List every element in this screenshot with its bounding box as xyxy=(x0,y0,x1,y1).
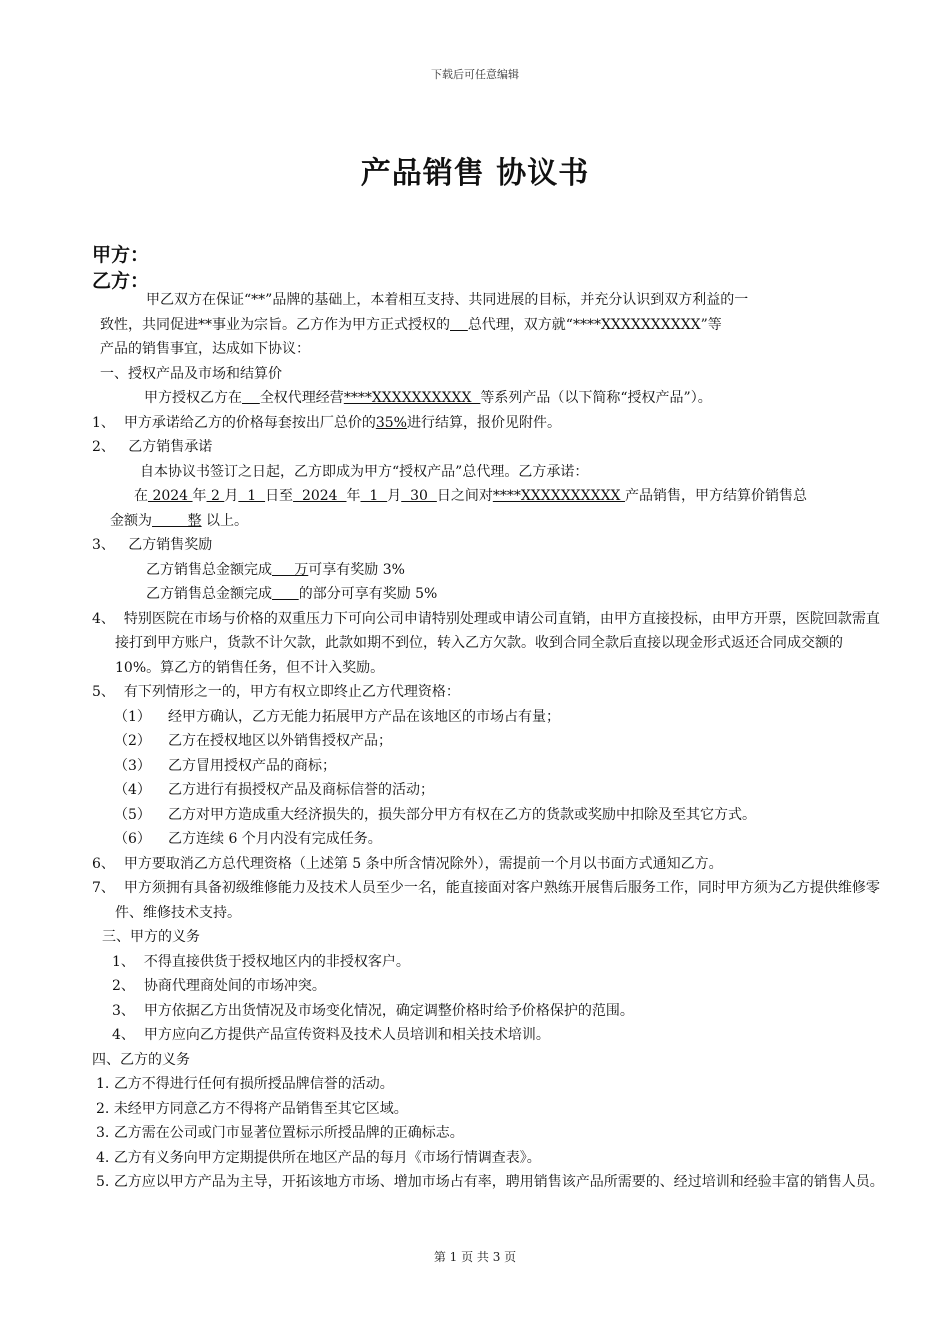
item-2-paragraph-1: 自本协议书签订之日起，乙方即成为甲方“授权产品”总代理。乙方承诺： xyxy=(140,463,589,480)
t: 以上。 xyxy=(201,512,249,529)
duty-b-item xyxy=(92,1170,884,1195)
intro-text-2: 总代理，双方就“****XXXXXXXXXX”等 xyxy=(467,316,722,333)
item-number: 1. xyxy=(96,1076,110,1092)
item-number: 2、 xyxy=(92,439,115,455)
t: 可享有奖励 3% xyxy=(308,561,405,578)
intro-line-2 xyxy=(92,313,884,338)
header-note: 下载后可任意编辑 xyxy=(431,68,519,81)
sub-text: 乙方进行有损授权产品及商标信誉的活动； xyxy=(168,782,434,798)
item-1-text: 甲方承诺给乙方的价格每套按出厂总价的 xyxy=(123,414,376,431)
start-month: 2 xyxy=(206,488,225,504)
item-text: 乙方需在公司或门市显著位置标示所授品牌的正确标志。 xyxy=(113,1125,464,1141)
total-amount: 整 xyxy=(152,512,202,529)
duty-a-item xyxy=(92,1023,884,1048)
item-6 xyxy=(92,852,884,877)
section-1-paragraph xyxy=(92,386,884,411)
item-text: 未经甲方同意乙方不得将产品销售至其它区域。 xyxy=(113,1100,408,1117)
end-month: 1 xyxy=(360,488,388,504)
item-number: 3、 xyxy=(112,1002,135,1019)
party-b-label: 乙方： xyxy=(92,270,150,292)
sub-text: 经甲方确认，乙方无能力拓展甲方产品在该地区的市场占有量； xyxy=(168,708,560,725)
sub-number: （3） xyxy=(114,757,151,774)
sub-number: （6） xyxy=(114,831,151,847)
item-number: 1、 xyxy=(92,414,115,431)
sub-item xyxy=(92,754,884,779)
page-number: 第 1 页 共 3 页 xyxy=(433,1250,517,1264)
region-blank xyxy=(242,390,260,406)
reward-line-1 xyxy=(92,558,884,583)
item-text: 协商代理商处间的市场冲突。 xyxy=(143,978,326,994)
item-number: 2. xyxy=(96,1100,110,1117)
duty-a-item xyxy=(92,999,884,1024)
duty-b-item xyxy=(92,1097,884,1122)
item-text: 不得直接供货于授权地区内的非授权客户。 xyxy=(143,953,410,970)
item-number: 4、 xyxy=(92,610,115,627)
t: 金额为 xyxy=(110,512,152,529)
party-a-label: 甲方： xyxy=(92,244,150,266)
item-2-text: 乙方销售承诺 xyxy=(128,439,213,455)
section-3-heading: 三、甲方的义务 xyxy=(102,929,200,945)
t: 产品销售，甲方结算价销售总 xyxy=(624,488,807,504)
duty-a-item xyxy=(92,950,884,975)
duty-b-item xyxy=(92,1146,884,1171)
intro-line-1: 甲乙双方在保证“**”品牌的基础上，本着相互支持、共同进展的目标，并充分认识到双方利益的一 xyxy=(146,292,749,308)
item-number: 3、 xyxy=(92,537,115,553)
s1-text-b: 全权代理经营 xyxy=(259,390,344,406)
sub-number: （4） xyxy=(114,782,151,798)
s1-text-c: 等系列产品（以下简称“授权产品”）。 xyxy=(480,390,712,406)
sub-text: 乙方冒用授权产品的商标； xyxy=(168,757,336,774)
t: 在 xyxy=(134,488,148,504)
item-number: 1、 xyxy=(112,953,135,970)
end-year: 2024 xyxy=(293,488,347,504)
sub-text: 乙方在授权地区以外销售授权产品； xyxy=(168,733,392,749)
reward-line-2 xyxy=(92,582,884,607)
item-2-paragraph-2 xyxy=(92,484,884,509)
item-number: 4、 xyxy=(112,1027,135,1043)
item-text: 甲方依据乙方出货情况及市场变化情况，确定调整价格时给予价格保护的范围。 xyxy=(143,1002,634,1019)
item-7-text: 甲方须拥有具备初级维修能力及技术人员至少一名，能直接面对客户熟练开展售后服务工作，同时甲方须为乙方提供维修零件、维修技术支持。 xyxy=(115,880,880,921)
t: 月 xyxy=(224,488,239,504)
sub-item xyxy=(92,705,884,730)
reward-blank-2 xyxy=(272,586,299,602)
t: 日之间对 xyxy=(436,488,493,504)
item-6-text: 甲方要取消乙方总代理资格（上述第 5 条中所含情况除外），需提前一个月以书面方式通知乙方。 xyxy=(123,855,723,872)
item-text: 乙方应以甲方产品为主导，开拓该地方市场、增加市场占有率，聘用销售该产品所需要的、经过培训和经验丰富的销售人员。 xyxy=(113,1174,884,1190)
agency-blank xyxy=(450,317,468,333)
t: 月 xyxy=(387,488,402,504)
t: 乙方销售总金额完成 xyxy=(146,586,272,602)
section-1-heading: 一、授权产品及市场和结算价 xyxy=(100,365,282,382)
t: 的部分可享有奖励 5% xyxy=(298,586,438,602)
sub-item xyxy=(92,778,884,803)
duty-b-item xyxy=(92,1121,884,1146)
product-blank: ****XXXXXXXXXX xyxy=(343,390,481,406)
start-year: 2024 xyxy=(148,488,193,504)
intro-text: 致性，共同促进**事业为宗旨。乙方作为甲方正式授权的 xyxy=(100,316,450,333)
duty-a-item xyxy=(92,974,884,999)
intro-line-3: 产品的销售事宜，达成如下协议： xyxy=(100,341,310,357)
reward-blank-1: 万 xyxy=(272,561,309,578)
sub-text: 乙方连续 6 个月内没有完成任务。 xyxy=(168,831,382,847)
sub-item xyxy=(92,729,884,754)
item-5-text: 有下列情形之一的，甲方有权立即终止乙方代理资格： xyxy=(123,684,460,700)
price-percent: 35% xyxy=(375,414,407,431)
item-number: 3. xyxy=(96,1125,110,1141)
t: 年 xyxy=(192,488,207,504)
t: 年 xyxy=(346,488,361,504)
sub-item xyxy=(92,827,884,852)
item-1-text-2: 进行结算，报价见附件。 xyxy=(406,414,561,431)
item-number: 6、 xyxy=(92,855,115,872)
item-3 xyxy=(92,533,884,558)
item-2 xyxy=(92,435,884,460)
s1-text-a: 甲方授权乙方在 xyxy=(144,390,242,406)
sub-number: （1） xyxy=(114,708,151,725)
product-name: ****XXXXXXXXXX xyxy=(492,488,625,504)
sub-number: （2） xyxy=(114,733,151,749)
item-number: 5. xyxy=(96,1174,110,1190)
duty-b-item xyxy=(92,1072,884,1097)
item-number: 2、 xyxy=(112,978,135,994)
item-4-text: 特别医院在市场与价格的双重压力下可向公司申请特别处理或申请公司直销，由甲方直接投标，由甲方开票，医院回款需直接打到甲方账户，货款不计欠款，此款如期不到位，转入乙方欠款。收到合同全款后直接以现金形式返还合同成交额的 10%。算乙方的销售任务，但不计入奖励。 xyxy=(115,610,880,676)
item-text: 乙方有义务向甲方定期提供所在地区产品的每月《市场行情调查表》。 xyxy=(113,1149,541,1166)
item-4 xyxy=(92,607,884,681)
end-day: 30 xyxy=(401,488,437,504)
sub-item xyxy=(92,803,884,828)
item-7 xyxy=(92,876,884,925)
sub-number: （5） xyxy=(114,806,151,823)
item-2-paragraph-3 xyxy=(92,509,884,534)
item-5 xyxy=(92,680,884,705)
agreement-body xyxy=(92,288,884,1195)
item-text: 乙方不得进行任何有损所授品牌信誉的活动。 xyxy=(113,1076,394,1092)
section-4-heading: 四、乙方的义务 xyxy=(92,1051,190,1068)
item-number: 7、 xyxy=(92,880,115,896)
item-number: 5、 xyxy=(92,684,115,700)
start-day: 1 xyxy=(238,488,266,504)
sub-text: 乙方对甲方造成重大经济损失的，损失部分甲方有权在乙方的货款或奖励中扣除及至其它方式。 xyxy=(168,806,756,823)
item-1 xyxy=(92,411,884,436)
item-3-text: 乙方销售奖励 xyxy=(128,537,213,553)
document-title: 产品销售 协议书 xyxy=(360,156,590,191)
item-number: 4. xyxy=(96,1149,110,1166)
item-text: 甲方应向乙方提供产品宣传资料及技术人员培训和相关技术培训。 xyxy=(143,1027,550,1043)
t: 乙方销售总金额完成 xyxy=(146,561,272,578)
t: 日至 xyxy=(265,488,294,504)
